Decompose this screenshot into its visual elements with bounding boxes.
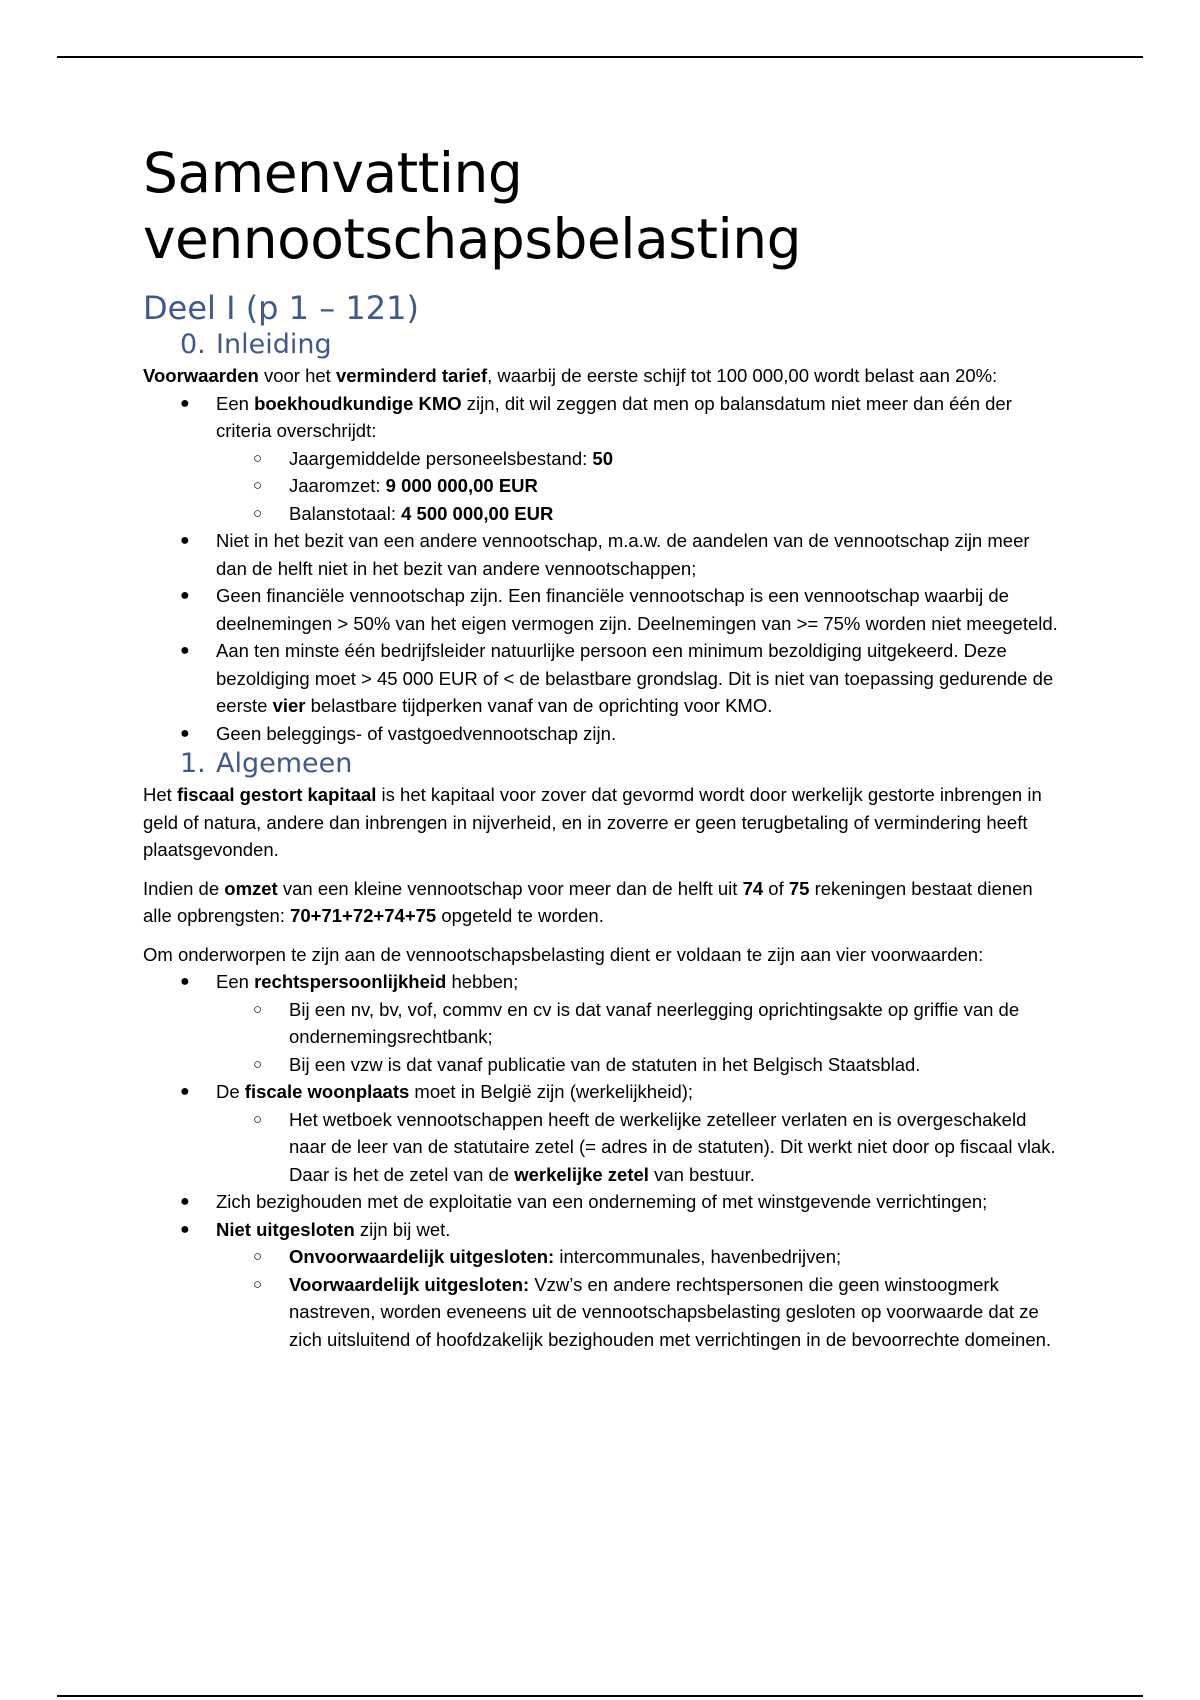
circle-bullet-icon: ○	[253, 449, 263, 467]
list-item: ● Niet in het bezit van een andere vennootschap, m.a.w. de aandelen van de vennootschap zijn meer dan de helft niet in het bezit van andere vennootschappen;	[143, 527, 1063, 582]
list-item: ○ Jaaromzet: 9 000 000,00 EUR	[216, 472, 1063, 500]
list-item: ● Zich bezighouden met de exploitatie van een onderneming of met winstgevende verrichtingen;	[143, 1188, 1063, 1216]
header-rule	[57, 56, 1143, 58]
document-title: Samenvatting vennootschapsbelasting	[143, 141, 801, 271]
paragraph-omzet: Indien de omzet van een kleine vennootschap voor meer dan de helft uit 74 of 75 rekeningen bestaat dienen alle opbrengsten: 70+71+72+74+75 opgeteld te worden.	[143, 877, 1033, 926]
list-item: ○ Onvoorwaardelijk uitgesloten: intercommunales, havenbedrijven;	[216, 1243, 1063, 1271]
list-item: ● Geen financiële vennootschap zijn. Een financiële vennootschap is een vennootschap waarbij de deelnemingen > 50% van het eigen vermogen zijn. Deelnemingen van >= 75% worden niet meegeteld.	[143, 582, 1063, 637]
circle-bullet-icon: ○	[253, 1248, 263, 1265]
list-item: ○ Het wetboek vennootschappen heeft de werkelijke zetelleer verlaten en is overgeschakeld naar de leer van de statutaire zetel (= adres in de statuten). Dit werkt niet door op fiscaal vlak. Daar is het de zetel van de werkelijke zetel van bestuur.	[216, 1106, 1063, 1189]
bullet-icon: ●	[180, 1220, 190, 1238]
list-item: ○ Balanstotaal: 4 500 000,00 EUR	[216, 500, 1063, 528]
paragraph-voorwaarden: Om onderworpen te zijn aan de vennootschapsbelasting dient er voldaan te zijn aan vier voorwaarden:	[143, 943, 984, 965]
footer-rule	[57, 1695, 1143, 1697]
heading-deel-1: Deel I (p 1 – 121)	[143, 289, 419, 327]
circle-bullet-icon: ○	[253, 504, 263, 522]
heading-algemeen: 1. Algemeen	[180, 748, 353, 779]
bullet-icon: ●	[180, 973, 190, 990]
intro-paragraph: Voorwaarden voor het verminderd tarief, waarbij de eerste schijf tot 100 000,00 wordt belast aan 20%:	[143, 365, 998, 386]
list-item: ○ Bij een nv, bv, vof, commv en cv is dat vanaf neerlegging oprichtingsakte op griffie van de ondernemingsrechtbank;	[216, 996, 1063, 1051]
conditions-list	[143, 390, 1063, 748]
circle-bullet-icon: ○	[253, 1055, 263, 1073]
bullet-icon: ●	[180, 532, 190, 549]
heading-inleiding: 0. Inleiding	[180, 329, 332, 360]
document-body	[143, 140, 1063, 1353]
circle-bullet-icon: ○	[253, 1000, 263, 1018]
circle-bullet-icon: ○	[253, 477, 263, 494]
circle-bullet-icon: ○	[253, 1110, 263, 1128]
bullet-icon: ●	[180, 394, 190, 412]
bullet-icon: ●	[180, 642, 190, 659]
bullet-icon: ●	[180, 724, 190, 742]
list-item: ○ Bij een vzw is dat vanaf publicatie van de statuten in het Belgisch Staatsblad.	[216, 1051, 1063, 1079]
list-item: ● Een rechtspersoonlijkheid hebben; ○ Bij een nv, bv, vof, commv en cv is dat vanaf neerlegging oprichtingsakte op griffie van de ondernemingsrechtbank; ○ Bij een vzw is dat vanaf publicatie van de statuten in het Belgisch Staatsblad.	[143, 968, 1063, 1078]
circle-bullet-icon: ○	[253, 1275, 263, 1293]
list-item: ○ Jaargemiddelde personeelsbestand: 50	[216, 445, 1063, 473]
paragraph-fiscaal-kapitaal: Het fiscaal gestort kapitaal is het kapitaal voor zover dat gevormd wordt door werkelijk gestorte inbrengen in geld of natura, andere dan inbrengen in nijverheid, en in zoverre er geen terugbetaling of vermindering heeft plaatsgevonden.	[143, 784, 1042, 860]
list-item: ● Een boekhoudkundige KMO zijn, dit wil zeggen dat men op balansdatum niet meer dan één der criteria overschrijdt: ○ Jaargemiddelde personeelsbestand: 50 ○ Jaaromzet: 9 000 000,00 EUR ○ Balanstotaal: 4 500 000,00 EUR	[143, 390, 1063, 528]
bullet-icon: ●	[180, 1193, 190, 1210]
criteria-list	[216, 445, 1063, 528]
list-item: ● Aan ten minste één bedrijfsleider natuurlijke persoon een minimum bezoldiging uitgekeerd. Deze bezoldiging moet > 45 000 EUR of < de belastbare grondslag. Dit is niet van toepassing gedurende de eerste vier belastbare tijdperken vanaf van de oprichting voor KMO.	[143, 637, 1063, 720]
list-item: ○ Voorwaardelijk uitgesloten: Vzw’s en andere rechtspersonen die geen winstoogmerk nastreven, worden eveneens uit de vennootschapsbelasting gesloten op voorwaarde dat ze zich uitsluitend of hoofdzakelijk bezighouden met verrichtingen in de bevoorrechte domeinen.	[216, 1271, 1063, 1354]
bullet-icon: ●	[180, 1083, 190, 1100]
bullet-icon: ●	[180, 587, 190, 604]
requirements-list	[143, 968, 1063, 1353]
list-item: ● De fiscale woonplaats moet in België zijn (werkelijkheid); ○ Het wetboek vennootschappen heeft de werkelijke zetelleer verlaten en is overgeschakeld naar de leer van de statutaire zetel (= adres in de statuten). Dit werkt niet door op fiscaal vlak. Daar is het de zetel van de werkelijke zetel van bestuur.	[143, 1078, 1063, 1188]
list-item: ● Niet uitgesloten zijn bij wet. ○ Onvoorwaardelijk uitgesloten: intercommunales, havenbedrijven; ○ Voorwaardelijk uitgesloten: Vzw’s en andere rechtspersonen die geen winstoogmerk nastreven, worden eveneens uit de vennootschapsbelasting gesloten op voorwaarde dat ze zich uitsluitend of hoofdzakelijk bezighouden met verrichtingen in de bevoorrechte domeinen.	[143, 1216, 1063, 1354]
list-item: ● Geen beleggings- of vastgoedvennootschap zijn.	[143, 720, 1063, 748]
